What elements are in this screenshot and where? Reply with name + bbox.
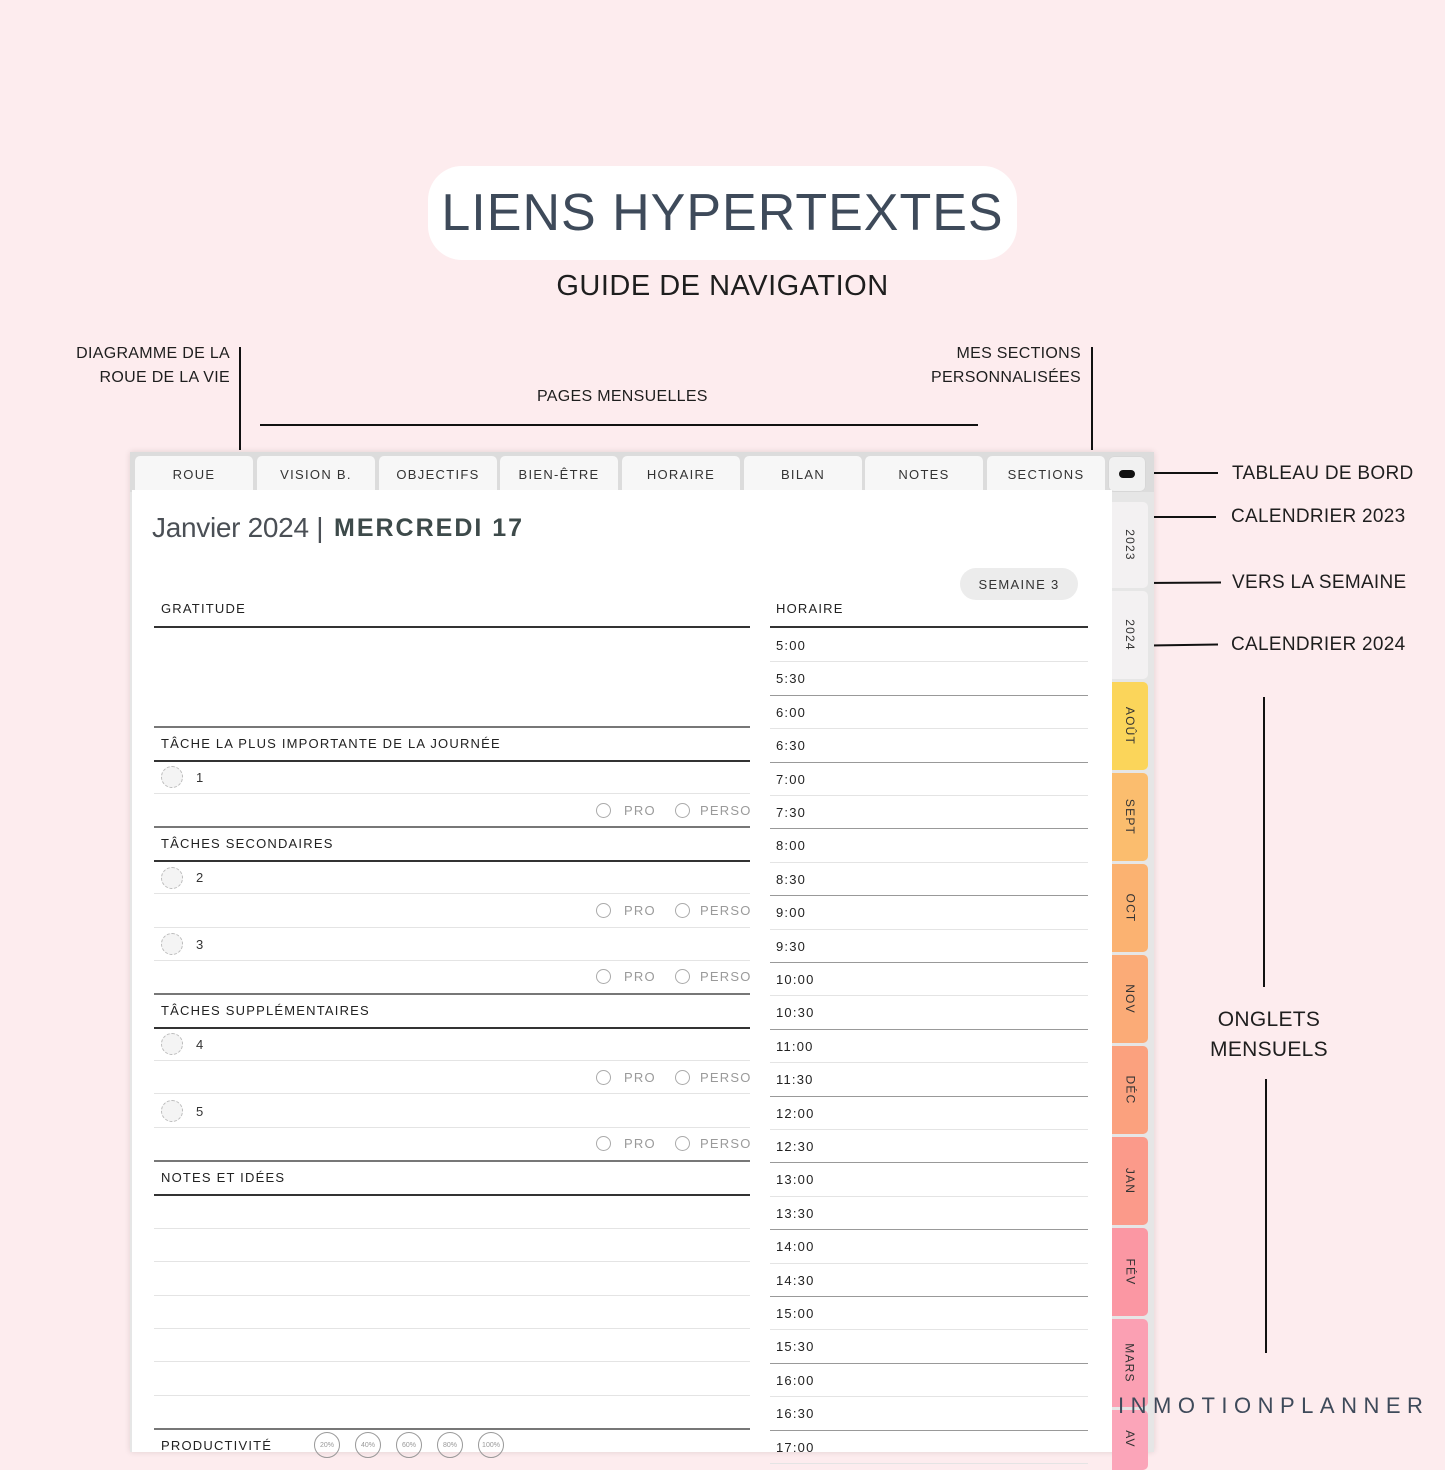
tab-roue[interactable]: ROUE — [135, 456, 253, 492]
task-checkbox[interactable] — [161, 933, 183, 955]
annot-sections-line2: PERSONNALISÉES — [930, 369, 1081, 386]
tab-notes[interactable]: NOTES — [865, 456, 983, 492]
annot-sections-line1: MES SECTIONS — [956, 345, 1081, 362]
perso-radio[interactable] — [675, 803, 690, 818]
task-checkbox[interactable] — [161, 867, 183, 889]
planner-page — [130, 452, 1154, 1455]
pro-radio[interactable] — [596, 903, 611, 918]
top-tab-bar — [130, 452, 1154, 492]
schedule-time: 8:30 — [776, 871, 807, 887]
pointer-monthly-pages — [260, 424, 978, 426]
tab-label: OCT — [1123, 893, 1137, 923]
tab-aout[interactable] — [1112, 682, 1148, 770]
pro-label: PRO — [624, 969, 656, 984]
schedule-time: 6:30 — [776, 738, 807, 754]
divider — [154, 893, 750, 894]
title-banner — [428, 166, 1017, 260]
schedule-time: 7:00 — [776, 771, 807, 787]
divider — [770, 626, 1088, 628]
tab-label: SEPT — [1123, 798, 1137, 836]
tab-label: AV — [1123, 1430, 1137, 1448]
perso-radio[interactable] — [675, 969, 690, 984]
annot-to-week: VERS LA SEMAINE — [1232, 572, 1407, 593]
annot-cal-2024: CALENDRIER 2024 — [1231, 634, 1406, 655]
schedule-line — [770, 895, 1088, 896]
dashboard-tab[interactable] — [1108, 456, 1146, 492]
tab-bien-etre[interactable]: BIEN-ÊTRE — [500, 456, 618, 492]
schedule-time: 8:00 — [776, 838, 807, 854]
schedule-line — [770, 1196, 1088, 1197]
daily-page — [132, 490, 1112, 1455]
tab-horaire[interactable]: HORAIRE — [622, 456, 740, 492]
annot-cal-2023: CALENDRIER 2023 — [1231, 506, 1406, 527]
schedule-line — [770, 695, 1088, 696]
divider — [154, 726, 750, 728]
annot-wheel-line2: ROUE DE LA VIE — [99, 369, 230, 386]
productivity-level[interactable]: 100% — [478, 1432, 504, 1458]
schedule-time: 6:00 — [776, 704, 807, 720]
note-line — [154, 1261, 750, 1262]
notes-title: NOTES ET IDÉES — [161, 1170, 286, 1185]
schedule-time: 5:30 — [776, 671, 807, 687]
annot-wheel — [76, 342, 230, 390]
pro-label: PRO — [624, 903, 656, 918]
schedule-line — [770, 762, 1088, 763]
schedule-line — [770, 1162, 1088, 1163]
schedule-line — [770, 1263, 1088, 1264]
divider — [154, 1093, 750, 1094]
schedule-time: 15:30 — [776, 1339, 815, 1355]
tab-2024[interactable] — [1112, 591, 1148, 679]
note-line — [154, 1395, 750, 1396]
tab-sept[interactable] — [1112, 773, 1148, 861]
perso-label: PERSO — [700, 1070, 752, 1085]
task-number: 1 — [196, 770, 204, 785]
pointer-monthly-tabs-top — [1263, 697, 1265, 987]
task-checkbox[interactable] — [161, 766, 183, 788]
perso-label: PERSO — [700, 803, 752, 818]
divider — [154, 793, 750, 794]
schedule-line — [770, 728, 1088, 729]
task-number: 5 — [196, 1104, 204, 1119]
schedule-line — [770, 929, 1088, 930]
pointer-wheel — [239, 347, 241, 450]
schedule-line — [770, 1396, 1088, 1397]
annot-monthly-pages: PAGES MENSUELLES — [537, 388, 708, 405]
schedule-line — [770, 1296, 1088, 1297]
tab-label: AOÛT — [1123, 706, 1138, 746]
perso-radio[interactable] — [675, 903, 690, 918]
annot-monthly-tabs-line1: ONGLETS — [1217, 1008, 1321, 1031]
tab-label: MARS — [1123, 1343, 1138, 1383]
divider — [154, 993, 750, 995]
brand-logo: INMOTIONPLANNER — [1118, 1393, 1430, 1418]
tab-avr[interactable] — [1112, 1410, 1148, 1470]
schedule-line — [770, 1129, 1088, 1130]
tab-bilan[interactable]: BILAN — [744, 456, 862, 492]
schedule-time: 10:30 — [776, 1005, 815, 1021]
task-number: 4 — [196, 1037, 204, 1052]
tab-vision[interactable]: VISION B. — [257, 456, 375, 492]
task-checkbox[interactable] — [161, 1100, 183, 1122]
subtitle: GUIDE DE NAVIGATION — [556, 270, 889, 302]
extra-title: TÂCHES SUPPLÉMENTAIRES — [161, 1003, 370, 1018]
tab-jan[interactable] — [1112, 1137, 1148, 1225]
divider — [154, 1194, 750, 1196]
header-month: Janvier 2024 | — [152, 512, 324, 543]
schedule-time: 13:30 — [776, 1205, 815, 1221]
schedule-line — [770, 995, 1088, 996]
schedule-line — [770, 795, 1088, 796]
task-checkbox[interactable] — [161, 1033, 183, 1055]
schedule-line — [770, 862, 1088, 863]
dashboard-icon — [1119, 470, 1135, 478]
divider — [154, 1027, 750, 1029]
title-text: LIENS HYPERTEXTES — [441, 184, 1004, 242]
perso-label: PERSO — [700, 1136, 752, 1151]
productivity-level[interactable]: 20% — [314, 1432, 340, 1458]
divider — [154, 626, 750, 628]
note-line — [154, 1361, 750, 1362]
schedule-line — [770, 661, 1088, 662]
schedule-time: 17:00 — [776, 1439, 815, 1455]
schedule-time: 12:30 — [776, 1139, 815, 1154]
divider — [154, 760, 750, 762]
schedule-time: 5:00 — [776, 638, 807, 653]
gratitude-title: GRATITUDE — [161, 601, 246, 616]
pointer-cal-2024 — [1150, 643, 1218, 646]
perso-radio[interactable] — [675, 1070, 690, 1085]
perso-label: PERSO — [700, 903, 752, 918]
schedule-time: 9:30 — [776, 938, 807, 954]
pro-label: PRO — [624, 1070, 656, 1085]
annot-sections — [931, 342, 1081, 390]
divider — [154, 1428, 750, 1430]
tab-nov[interactable] — [1112, 955, 1148, 1043]
week-link-button[interactable]: SEMAINE 3 — [960, 568, 1078, 600]
schedule-time: 9:00 — [776, 905, 807, 921]
tab-objectifs[interactable]: OBJECTIFS — [379, 456, 497, 492]
annot-wheel-line1: DIAGRAMME DE LA — [76, 345, 230, 362]
annot-dashboard: TABLEAU DE BORD — [1232, 463, 1414, 484]
annot-monthly-tabs — [1200, 1005, 1338, 1065]
note-line — [154, 1328, 750, 1329]
tab-label: 2024 — [1123, 619, 1137, 651]
perso-label: PERSO — [700, 969, 752, 984]
schedule-time: 16:00 — [776, 1372, 815, 1388]
tab-label: 2023 — [1123, 529, 1137, 561]
divider — [154, 826, 750, 828]
productivity-level[interactable]: 40% — [355, 1432, 381, 1458]
schedule-time: 11:00 — [776, 1038, 814, 1054]
schedule-line — [770, 828, 1088, 829]
pointer-sections — [1091, 347, 1093, 450]
divider — [154, 927, 750, 928]
task-number: 2 — [196, 870, 204, 885]
pro-radio[interactable] — [596, 1136, 611, 1151]
divider — [154, 860, 750, 862]
schedule-title: HORAIRE — [776, 601, 844, 616]
tab-label: NOV — [1122, 984, 1137, 1014]
perso-radio[interactable] — [675, 1136, 690, 1151]
tab-label: DÉC — [1123, 1075, 1137, 1105]
divider — [154, 960, 750, 961]
pointer-monthly-tabs-bottom — [1265, 1079, 1267, 1353]
side-tab-bar — [1112, 492, 1154, 1452]
schedule-line — [770, 1363, 1088, 1364]
productivity-level[interactable]: 60% — [396, 1432, 422, 1458]
schedule-line — [770, 1096, 1088, 1097]
tab-sections[interactable]: SECTIONS — [987, 456, 1105, 492]
header-day: MERCREDI 17 — [334, 514, 525, 542]
tab-label: JAN — [1123, 1167, 1137, 1195]
schedule-time: 11:30 — [776, 1072, 814, 1088]
tab-fev[interactable] — [1112, 1228, 1148, 1316]
schedule-time: 14:00 — [776, 1239, 815, 1255]
schedule-time: 12:00 — [776, 1105, 815, 1121]
note-line — [154, 1228, 750, 1229]
pro-radio[interactable] — [596, 1070, 611, 1085]
schedule-time: 7:30 — [776, 805, 807, 820]
pro-label: PRO — [624, 1136, 656, 1151]
schedule-time: 10:00 — [776, 972, 815, 987]
main-task-title: TÂCHE LA PLUS IMPORTANTE DE LA JOURNÉE — [161, 736, 501, 751]
pro-radio[interactable] — [596, 803, 611, 818]
tab-dec[interactable] — [1112, 1046, 1148, 1134]
tab-2023[interactable] — [1112, 502, 1148, 588]
pro-radio[interactable] — [596, 969, 611, 984]
schedule-time: 15:00 — [776, 1306, 815, 1321]
note-line — [154, 1295, 750, 1296]
schedule-time: 14:30 — [776, 1272, 815, 1288]
secondary-title: TÂCHES SECONDAIRES — [161, 836, 334, 851]
schedule-time: 16:30 — [776, 1406, 815, 1422]
annot-monthly-tabs-line2: MENSUELS — [1210, 1038, 1328, 1061]
tab-oct[interactable] — [1112, 864, 1148, 952]
task-number: 3 — [196, 937, 204, 952]
schedule-time: 13:00 — [776, 1172, 815, 1188]
schedule-line — [770, 962, 1088, 963]
schedule-line — [770, 1029, 1088, 1030]
schedule-line — [770, 1329, 1088, 1330]
divider — [154, 1060, 750, 1061]
schedule-line — [770, 1229, 1088, 1230]
productivity-title: PRODUCTIVITÉ — [161, 1438, 273, 1453]
schedule-line — [770, 1430, 1088, 1431]
schedule-line — [770, 1062, 1088, 1063]
divider — [154, 1127, 750, 1128]
productivity-level[interactable]: 80% — [437, 1432, 463, 1458]
tab-label: FÉV — [1122, 1258, 1137, 1286]
pro-label: PRO — [624, 803, 656, 818]
divider — [154, 1160, 750, 1162]
schedule-line — [770, 1463, 1088, 1464]
